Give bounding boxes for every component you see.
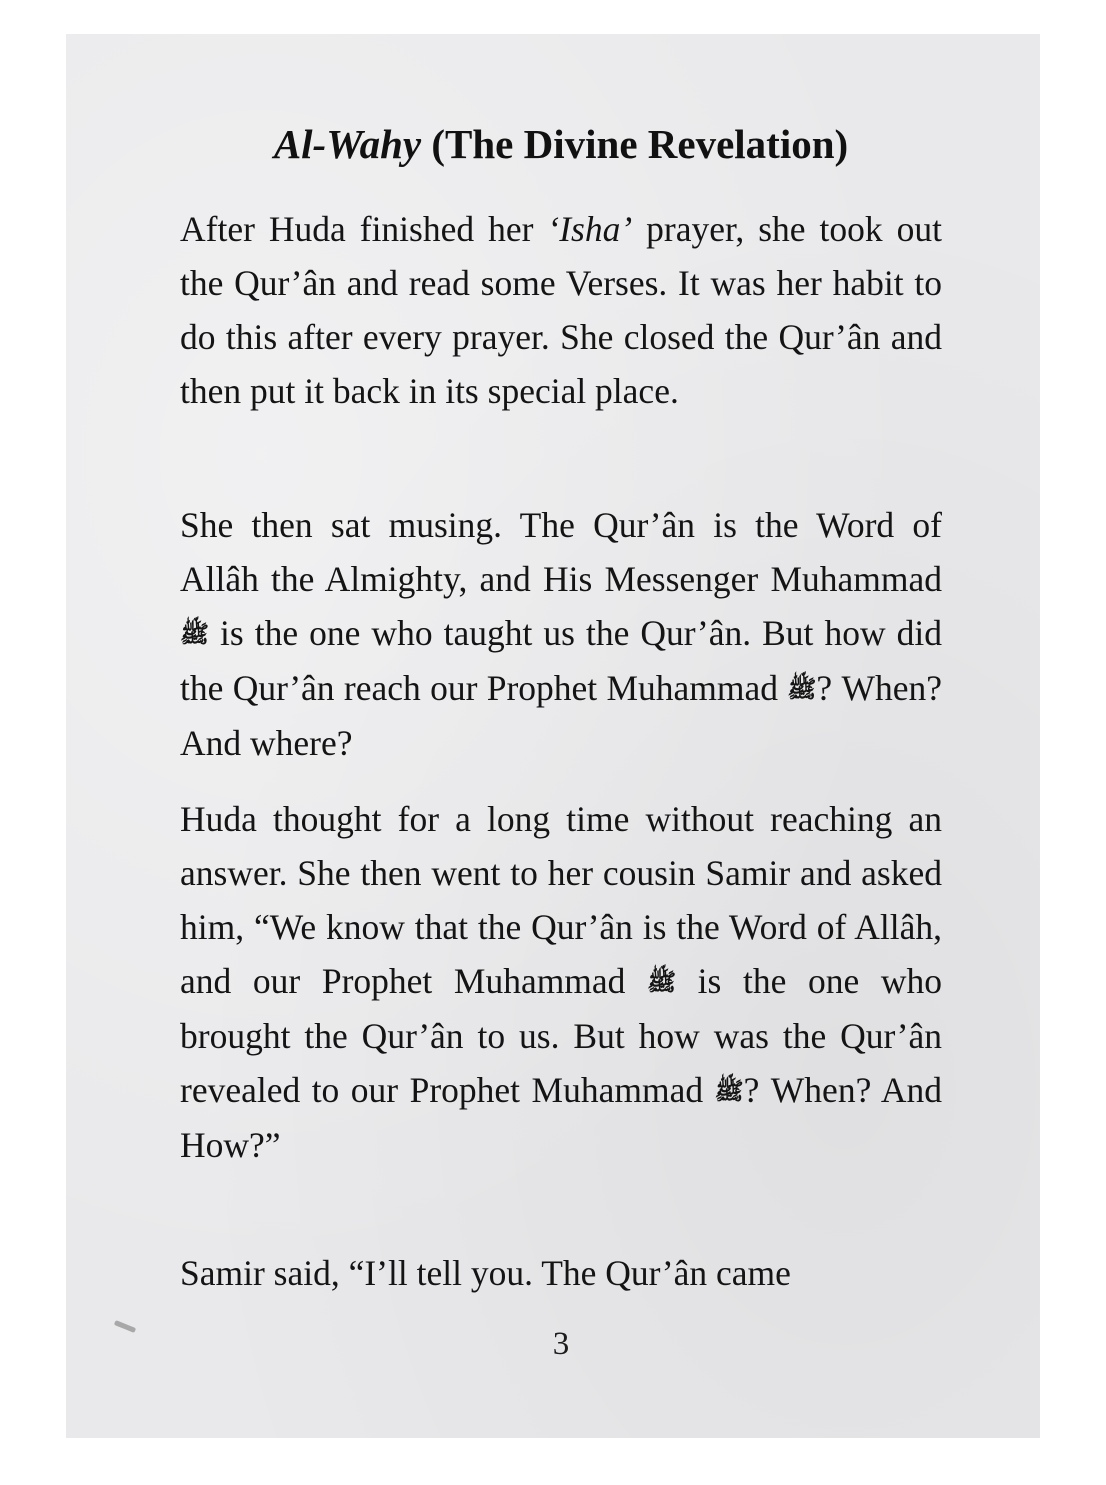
paragraph-4 xyxy=(180,1246,942,1300)
paper-speck xyxy=(114,1320,136,1333)
chapter-title-rest: (The Divine Revelation) xyxy=(421,121,849,167)
paragraph-2-text-b: is the one who taught us the Qur’ân. But how did the Qur’ân reach our Prophet Muhammad xyxy=(180,613,942,708)
page-number: 3 xyxy=(552,1326,570,1362)
paragraph-3 xyxy=(180,792,942,1172)
book-page xyxy=(66,34,1040,1438)
honorific-glyph: ﷺ xyxy=(647,968,677,996)
paragraph-3-text-a: Huda thought for a long time without reaching an answer. She then went to her cousin Samir and asked him, “We know that the Qur’ân is the Word of Allâh, and our Prophet Muhammad xyxy=(180,799,942,1001)
paragraph-2-text-c: ? When? And where? xyxy=(180,668,942,763)
paragraph-3-text-c: ? When? And How?” xyxy=(180,1070,942,1165)
paragraph-3-text-b: is the one who brought the Qur’ân to us. But how was the Qur’ân revealed to our Prophet Muhammad xyxy=(180,961,942,1110)
honorific-glyph: ﷺ xyxy=(180,620,209,648)
paragraph-4-text-a: Samir said, “I’ll tell you. The Qur’ân came xyxy=(180,1253,791,1293)
chapter-title-italic: Al-Wahy xyxy=(273,121,422,167)
paragraph-2 xyxy=(180,498,942,770)
chapter-title xyxy=(180,120,942,168)
honorific-glyph: ﷺ xyxy=(714,1077,744,1105)
honorific-glyph: ﷺ xyxy=(787,675,817,703)
paragraph-1 xyxy=(180,202,942,418)
paragraph-2-text-a: She then sat musing. The Qur’ân is the Word of Allâh the Almighty, and His Messenger Muhammad xyxy=(180,505,942,599)
paragraph-1-text-c: prayer, she took out the Qur’ân and read some Verses. It was her habit to do this after every prayer. She closed the Qur’ân and then put it back in its special place. xyxy=(180,209,942,411)
paragraph-1-text-a: After Huda finished her xyxy=(180,209,548,249)
paragraph-1-italic-term: ‘Isha’ xyxy=(547,209,633,249)
